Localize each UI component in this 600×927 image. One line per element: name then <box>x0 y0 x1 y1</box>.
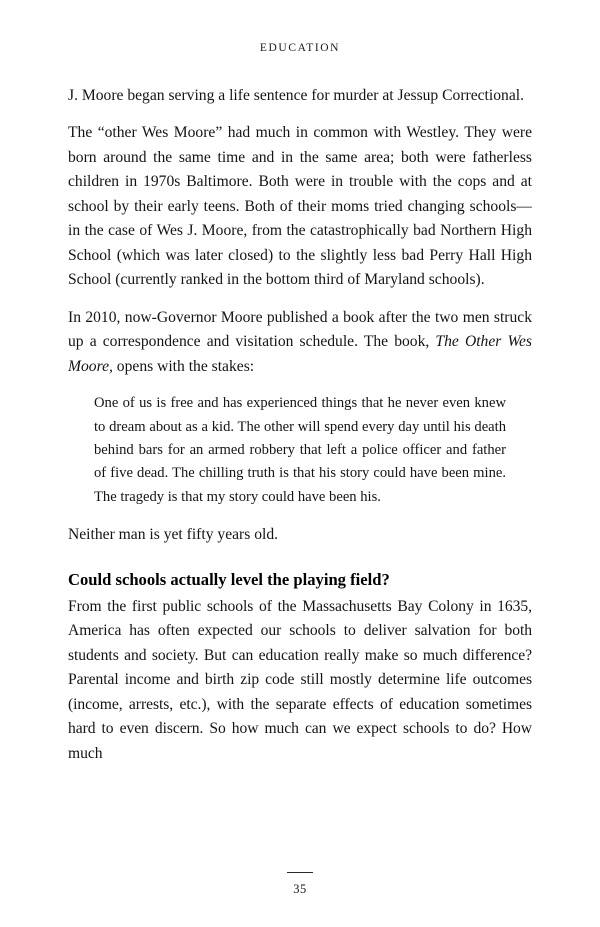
paragraph-3-before-title: In 2010, now-Governor Moore published a book after the two men struck up a correspondence and visitation schedule. The book, <box>68 308 532 351</box>
paragraph-after-quote: Neither man is yet fifty years old. <box>68 525 279 543</box>
section-paragraph: From the first public schools of the Massachusetts Bay Colony in 1635, America has often expected our schools to deliver salvation for both students and society. But can education really make so much difference? Parental income and birth zip code still mostly determine life outcomes (income, arrests, etc.), with the separate effects of education sometimes hard to even discern. So how much can we expect schools to do? How much <box>68 597 532 762</box>
blockquote-text: One of us is free and has experienced things that he never even knew to dream about as a kid. The other will spend every day until his death behind bars for an armed robbery that left a police officer and father of five dead. The chilling truth is that his story could have been mine. The tragedy is that my story could have been his. <box>94 395 506 505</box>
running-head: EDUCATION <box>259 42 341 54</box>
paragraph-2: The “other Wes Moore” had much in common with Westley. They were born around the same time and in the same area; both were fatherless children in 1970s Baltimore. Both were in trouble with the cops and at school by their early teens. Both of their moms tried changing schools—in the case of Wes J. Moore, from the catastrophically bad Northern High School (which was later closed) to the slightly less bad Perry Hall High School (currently ranked in the bottom third of Maryland schools). <box>68 124 532 289</box>
blockquote <box>68 392 532 509</box>
folio-rule <box>287 872 313 874</box>
section-heading: Could schools actually level the playing field? <box>68 570 390 590</box>
folio <box>0 872 600 898</box>
paragraph-3-after-title: opens with the stakes: <box>112 357 255 375</box>
paragraph-3 <box>68 306 532 379</box>
book-title-the-other-wes-moore: The Other Wes Moore, <box>68 333 532 375</box>
paragraph-1: J. Moore began serving a life sentence for murder at Jessup Correctional. <box>68 87 524 104</box>
page-number: 35 <box>293 882 307 896</box>
